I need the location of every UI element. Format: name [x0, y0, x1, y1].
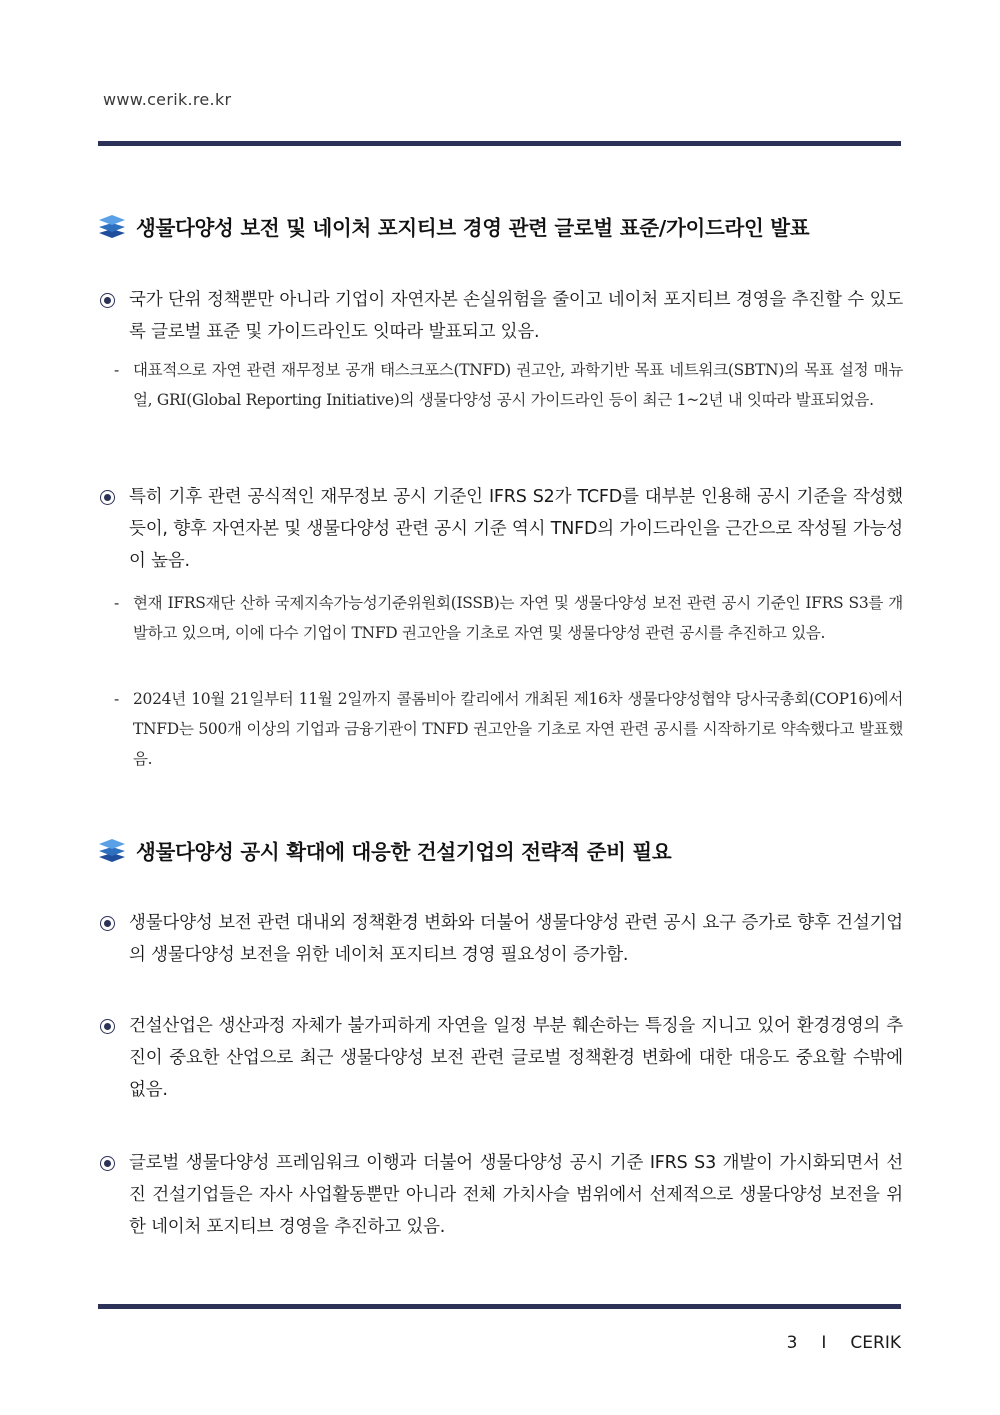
- footer-separator: I: [821, 1333, 827, 1353]
- bullet-text: 생물다양성 보전 관련 대내외 정책환경 변화와 더불어 생물다양성 관련 공시 요구 증가로 향후 건설기업의 생물다양성 보전을 위한 네이처 포지티브 경영 필요성이 증가함.: [129, 913, 903, 965]
- bullet-item: [100, 1010, 903, 1106]
- sub-item: [114, 684, 903, 774]
- section-heading-standards: [98, 211, 903, 241]
- circle-bullet-icon: [100, 1019, 115, 1034]
- bullet-text: 글로벌 생물다양성 프레임워크 이행과 더불어 생물다양성 공시 기준 IFRS S3 개발이 가시화되면서 선진 건설기업들은 자사 사업활동뿐만 아니라 전체 가치사슬 범위에서 선제적으로 생물다양성 보전을 위한 네이처 포지티브 경영을 추진하고 있음.: [129, 1153, 903, 1237]
- dash-marker: -: [114, 594, 119, 612]
- dash-marker: -: [114, 690, 119, 708]
- bottom-divider: [98, 1304, 901, 1309]
- bullet-item: [100, 284, 903, 348]
- sub-item: [114, 588, 903, 648]
- circle-bullet-icon: [100, 293, 115, 308]
- page-footer: [787, 1333, 901, 1353]
- circle-bullet-icon: [100, 490, 115, 505]
- bullet-text: 건설산업은 생산과정 자체가 불가피하게 자연을 일정 부분 훼손하는 특징을 지니고 있어 환경경영의 추진이 중요한 산업으로 최근 생물다양성 보전 관련 글로벌 정책환경 변화에 대한 대응도 중요할 수밖에 없음.: [129, 1016, 903, 1100]
- layers-icon: [98, 836, 126, 864]
- bullet-item: [100, 907, 903, 971]
- circle-bullet-icon: [100, 1156, 115, 1171]
- page-number: 3: [786, 1333, 798, 1353]
- bullet-text: 특히 기후 관련 공식적인 재무정보 공시 기준인 IFRS S2가 TCFD를 대부분 인용해 공시 기준을 작성했듯이, 향후 자연자본 및 생물다양성 관련 공시 기준 역시 TNFD의 가이드라인을 근간으로 작성될 가능성이 높음.: [129, 487, 903, 571]
- dash-marker: -: [114, 361, 119, 379]
- layers-icon: [98, 212, 126, 240]
- bullet-item: [100, 481, 903, 577]
- sub-text: 현재 IFRS재단 산하 국제지속가능성기준위원회(ISSB)는 자연 및 생물다양성 보전 관련 공시 기준인 IFRS S3를 개발하고 있으며, 이에 다수 기업이 TNFD 권고안을 기초로 자연 및 생물다양성 관련 공시를 추진하고 있음.: [133, 594, 903, 642]
- sub-text: 대표적으로 자연 관련 재무정보 공개 태스크포스(TNFD) 권고안, 과학기반 목표 네트워크(SBTN)의 목표 설정 매뉴얼, GRI(Global Reporting Initiative)의 생물다양성 공시 가이드라인 등이 최근 1~2년 내 잇따라 발표되었음.: [133, 361, 903, 409]
- bullet-text: 국가 단위 정책뿐만 아니라 기업이 자연자본 손실위험을 줄이고 네이처 포지티브 경영을 추진할 수 있도록 글로벌 표준 및 가이드라인도 잇따라 발표되고 있음.: [129, 290, 903, 342]
- sub-text: 2024년 10월 21일부터 11월 2일까지 콜롬비아 칼리에서 개최된 제16차 생물다양성협약 당사국총회(COP16)에서 TNFD는 500개 이상의 기업과 금융기관이 TNFD 권고안을 기초로 자연 관련 공시를 시작하기로 약속했다고 발표했음.: [133, 690, 903, 768]
- site-url[interactable]: www.cerik.re.kr: [103, 90, 232, 109]
- top-divider: [98, 141, 901, 146]
- bullet-item: [100, 1147, 903, 1243]
- circle-bullet-icon: [100, 916, 115, 931]
- footer-brand: CERIK: [850, 1333, 901, 1353]
- section-title: 생물다양성 공시 확대에 대응한 건설기업의 전략적 준비 필요: [136, 840, 672, 864]
- section-title: 생물다양성 보전 및 네이처 포지티브 경영 관련 글로벌 표준/가이드라인 발표: [136, 216, 810, 240]
- section-heading-strategy: [98, 835, 903, 865]
- sub-item: [114, 355, 903, 415]
